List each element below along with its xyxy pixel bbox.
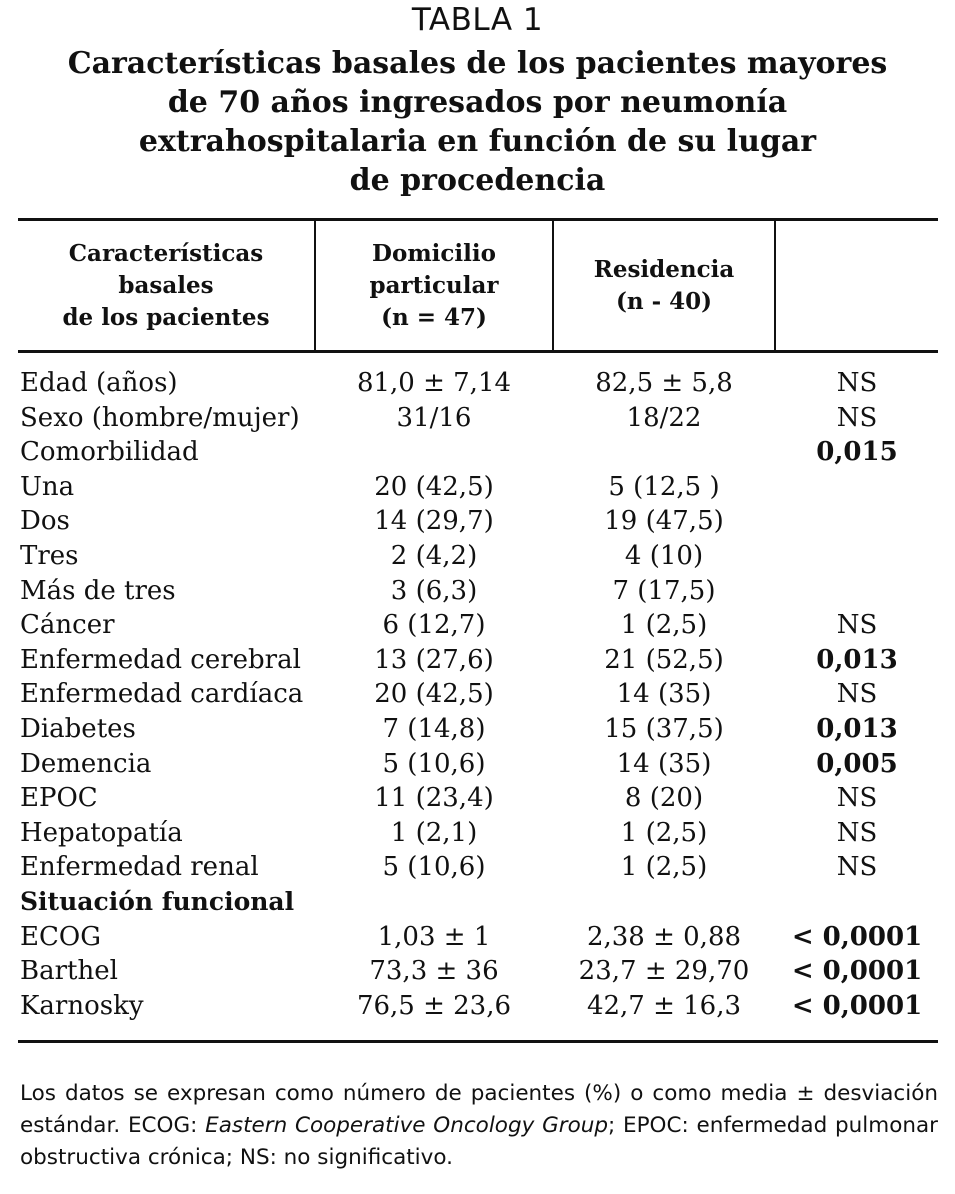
header-line: Domicilio <box>372 239 496 267</box>
domicilio-value: 20 (42,5) <box>374 679 494 710</box>
domicilio-value: 1 (2,1) <box>390 817 478 848</box>
table-row <box>0 954 955 989</box>
residencia-value: 1 (2,5) <box>620 852 708 883</box>
table-row <box>0 885 955 920</box>
residencia-value: 23,7 ± 29,70 <box>578 956 750 987</box>
p-value: NS <box>836 402 878 433</box>
row-label: Demencia <box>20 748 152 779</box>
p-value: 0,013 <box>816 644 898 675</box>
header-characteristics <box>18 221 314 350</box>
table-row <box>0 712 955 747</box>
table-row <box>0 989 955 1024</box>
table-row <box>0 574 955 609</box>
residencia-value: 1 (2,5) <box>620 610 708 641</box>
domicilio-value: 11 (23,4) <box>374 783 494 814</box>
row-label: Karnosky <box>20 990 144 1021</box>
domicilio-value: 6 (12,7) <box>382 610 486 641</box>
residencia-value: 14 (35) <box>616 748 712 779</box>
header-domicilio <box>316 221 552 350</box>
title-line: extrahospitalaria en función de su lugar <box>138 124 817 159</box>
header-line: basales <box>118 271 214 299</box>
title-line: de 70 años ingresados por neumonía <box>167 85 788 120</box>
header-line: de los pacientes <box>62 303 270 331</box>
table-row <box>0 781 955 816</box>
footnote-italic: Eastern Cooperative Oncology Group <box>205 1113 608 1138</box>
table-row <box>0 643 955 678</box>
domicilio-value: 31/16 <box>396 402 472 433</box>
domicilio-value: 13 (27,6) <box>374 644 494 675</box>
section-label: Situación funcional <box>20 886 295 916</box>
header-p-value <box>776 221 938 350</box>
row-label: Comorbilidad <box>20 437 199 468</box>
p-value: NS <box>836 852 878 883</box>
p-value: NS <box>836 610 878 641</box>
footnote-text: Los datos se expresan como número de pacientes (%) o como media ± desviación estándar. ECOG: <box>20 1081 938 1138</box>
table-title <box>0 44 955 200</box>
p-value: 0,013 <box>816 713 898 744</box>
table-row <box>0 816 955 851</box>
residencia-value: 5 (12,5 ) <box>608 471 720 502</box>
p-value: NS <box>836 679 878 710</box>
header-line: Características <box>68 239 264 267</box>
residencia-value: 21 (52,5) <box>604 644 724 675</box>
residencia-value: 15 (37,5) <box>604 713 724 744</box>
table-row <box>0 366 955 401</box>
header-line: (n = 47) <box>381 303 487 331</box>
row-label: EPOC <box>20 783 98 814</box>
header-line: particular <box>369 271 499 299</box>
footnote-text: ; EPOC: enfermedad pulmonar obstructiva crónica; NS: no significativo. <box>20 1113 938 1170</box>
residencia-value: 18/22 <box>626 402 702 433</box>
domicilio-value: 5 (10,6) <box>382 748 486 779</box>
row-label: Una <box>20 471 75 502</box>
header-rule <box>18 350 938 353</box>
table-row <box>0 539 955 574</box>
domicilio-value: 1,03 ± 1 <box>377 921 491 952</box>
p-value: < 0,0001 <box>791 921 923 952</box>
table-row <box>0 920 955 955</box>
table-row <box>0 608 955 643</box>
title-line: Características basales de los pacientes mayores <box>67 46 888 81</box>
domicilio-value: 3 (6,3) <box>390 575 478 606</box>
residencia-value: 7 (17,5) <box>612 575 716 606</box>
residencia-value: 4 (10) <box>624 540 704 571</box>
table-row <box>0 677 955 712</box>
residencia-value: 1 (2,5) <box>620 817 708 848</box>
residencia-value: 8 (20) <box>624 783 704 814</box>
domicilio-value: 5 (10,6) <box>382 852 486 883</box>
table-row <box>0 504 955 539</box>
row-label: Dos <box>20 506 70 537</box>
row-label: Hepatopatía <box>20 817 183 848</box>
header-line: Residencia <box>593 255 735 283</box>
table-row <box>0 470 955 505</box>
p-value: < 0,0001 <box>791 956 923 987</box>
domicilio-value: 14 (29,7) <box>374 506 494 537</box>
residencia-value: 82,5 ± 5,8 <box>595 368 733 398</box>
row-label: Enfermedad cerebral <box>20 644 301 675</box>
p-value: NS <box>836 368 878 398</box>
title-line: de procedencia <box>349 163 606 198</box>
bottom-rule <box>18 1040 938 1043</box>
table-row <box>0 747 955 782</box>
domicilio-value: 76,5 ± 23,6 <box>356 990 512 1021</box>
row-label: Barthel <box>20 956 118 987</box>
header-line: (n - 40) <box>615 287 713 315</box>
p-value: 0,005 <box>816 748 898 779</box>
table-row <box>0 401 955 436</box>
residencia-value: 42,7 ± 16,3 <box>586 990 742 1021</box>
table-footnote <box>20 1078 938 1174</box>
row-label: Enfermedad renal <box>20 852 259 883</box>
residencia-value: 2,38 ± 0,88 <box>586 921 742 952</box>
row-label: Sexo (hombre/mujer) <box>20 402 300 433</box>
table-label: TABLA 1 <box>411 2 544 38</box>
residencia-value: 14 (35) <box>616 679 712 710</box>
row-label: ECOG <box>20 921 101 952</box>
row-label: Cáncer <box>20 610 115 641</box>
residencia-value: 19 (47,5) <box>604 506 724 537</box>
table-row <box>0 850 955 885</box>
p-value: NS <box>836 817 878 848</box>
domicilio-value: 20 (42,5) <box>374 471 494 502</box>
p-value: < 0,0001 <box>791 990 923 1021</box>
table-row <box>0 435 955 470</box>
domicilio-value: 73,3 ± 36 <box>369 956 499 987</box>
row-label: Tres <box>20 540 79 571</box>
p-value: NS <box>836 783 878 814</box>
domicilio-value: 81,0 ± 7,14 <box>356 368 512 398</box>
domicilio-value: 2 (4,2) <box>390 540 478 571</box>
row-label: Más de tres <box>20 575 176 606</box>
row-label: Edad (años) <box>20 368 178 398</box>
row-label: Diabetes <box>20 713 136 744</box>
p-value: 0,015 <box>816 437 898 468</box>
table-body <box>0 366 955 1023</box>
domicilio-value: 7 (14,8) <box>382 713 486 744</box>
header-residencia <box>554 221 774 350</box>
row-label: Enfermedad cardíaca <box>20 679 304 710</box>
